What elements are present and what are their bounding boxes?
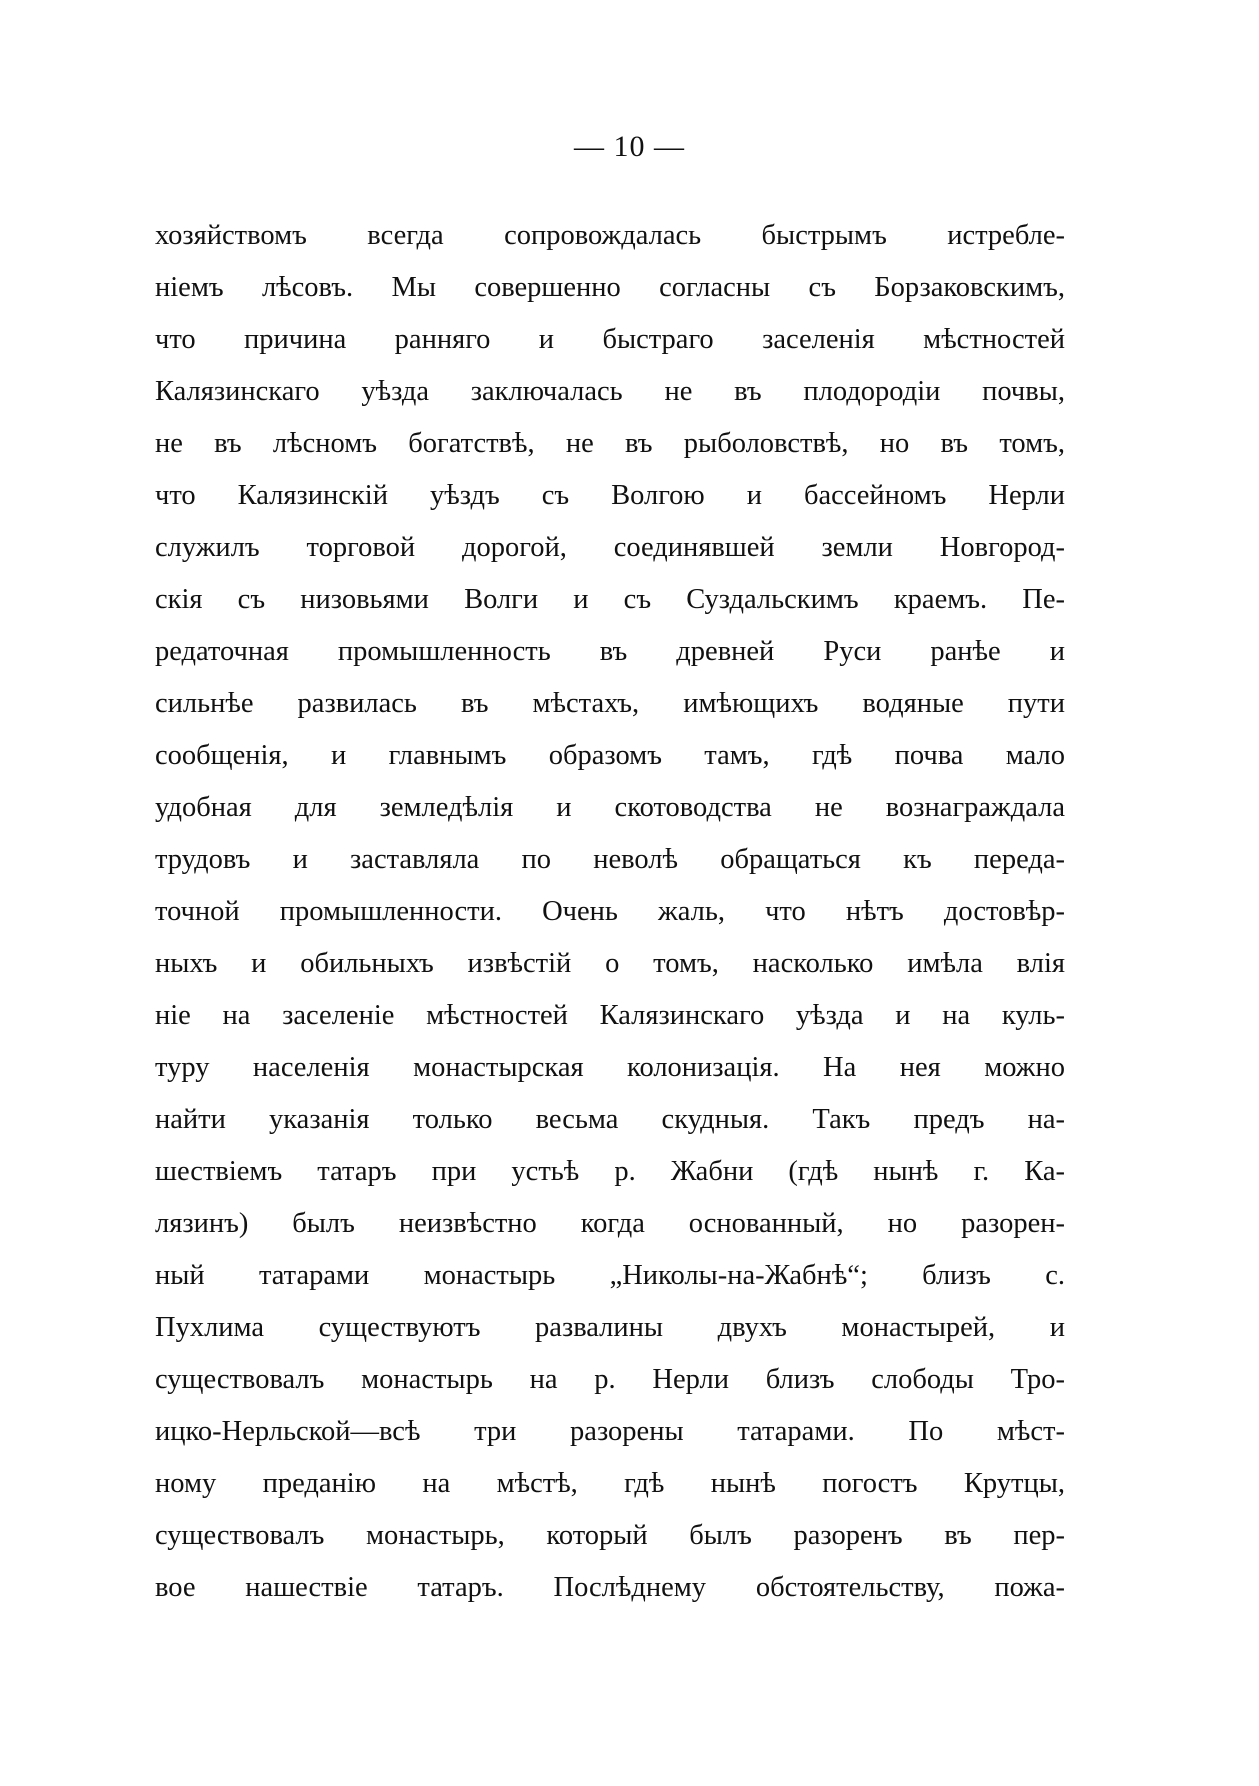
text-line: существовалъ монастырь, который былъ разоренъ въ пер- [155, 1520, 1065, 1551]
text-line: скія съ низовьями Волги и съ Суздальскимъ краемъ. Пе- [155, 584, 1065, 615]
text-line: ицко-Нерльской—всѣ три разорены татарами. По мѣст- [155, 1416, 1065, 1447]
text-line: точной промышленности. Очень жаль, что нѣтъ достовѣр- [155, 896, 1065, 927]
text-line: ныхъ и обильныхъ извѣстій о томъ, насколько имѣла влія [155, 948, 1065, 979]
text-line: найти указанія только весьма скудныя. Такъ предъ на- [155, 1104, 1065, 1135]
text-line: трудовъ и заставляла по неволѣ обращаться къ переда- [155, 844, 1065, 875]
text-line: ніемъ лѣсовъ. Мы совершенно согласны съ Борзаковскимъ, [155, 272, 1065, 303]
text-line: не въ лѣсномъ богатствѣ, не въ рыболовствѣ, но въ томъ, [155, 428, 1065, 459]
text-line: ный татарами монастырь „Николы-на-Жабнѣ“; близъ с. [155, 1260, 1065, 1291]
text-line: лязинъ) былъ неизвѣстно когда основанный, но разорен- [155, 1208, 1065, 1239]
text-line: что Калязинскій уѣздъ съ Волгою и бассейномъ Нерли [155, 480, 1065, 511]
body-text [155, 210, 1065, 1614]
text-line: шествіемъ татаръ при устьѣ р. Жабни (гдѣ нынѣ г. Ка- [155, 1156, 1065, 1187]
text-line: Пухлима существуютъ развалины двухъ монастырей, и [155, 1312, 1065, 1343]
text-line: существовалъ монастырь на р. Нерли близъ слободы Тро- [155, 1364, 1065, 1395]
text-line: вое нашествіе татаръ. Послѣднему обстоятельству, пожа- [155, 1572, 1065, 1603]
text-line: редаточная промышленность въ древней Руси ранѣе и [155, 636, 1065, 667]
page-number: — 10 — [574, 130, 685, 163]
text-line: служилъ торговой дорогой, соединявшей земли Новгород- [155, 532, 1065, 563]
text-line: ніе на заселеніе мѣстностей Калязинскаго уѣзда и на куль- [155, 1000, 1065, 1031]
text-line: удобная для земледѣлія и скотоводства не вознаграждала [155, 792, 1065, 823]
text-line: Калязинскаго уѣзда заключалась не въ плодородіи почвы, [155, 376, 1065, 407]
text-line: что причина ранняго и быстраго заселенія мѣстностей [155, 324, 1065, 355]
text-line: туру населенія монастырская колонизація. На нея можно [155, 1052, 1065, 1083]
text-line: сильнѣе развилась въ мѣстахъ, имѣющихъ водяные пути [155, 688, 1065, 719]
text-line: сообщенія, и главнымъ образомъ тамъ, гдѣ почва мало [155, 740, 1065, 771]
text-line: ному преданію на мѣстѣ, гдѣ нынѣ погостъ Крутцы, [155, 1468, 1065, 1499]
text-line: хозяйствомъ всегда сопровождалась быстрымъ истребле- [155, 220, 1065, 251]
